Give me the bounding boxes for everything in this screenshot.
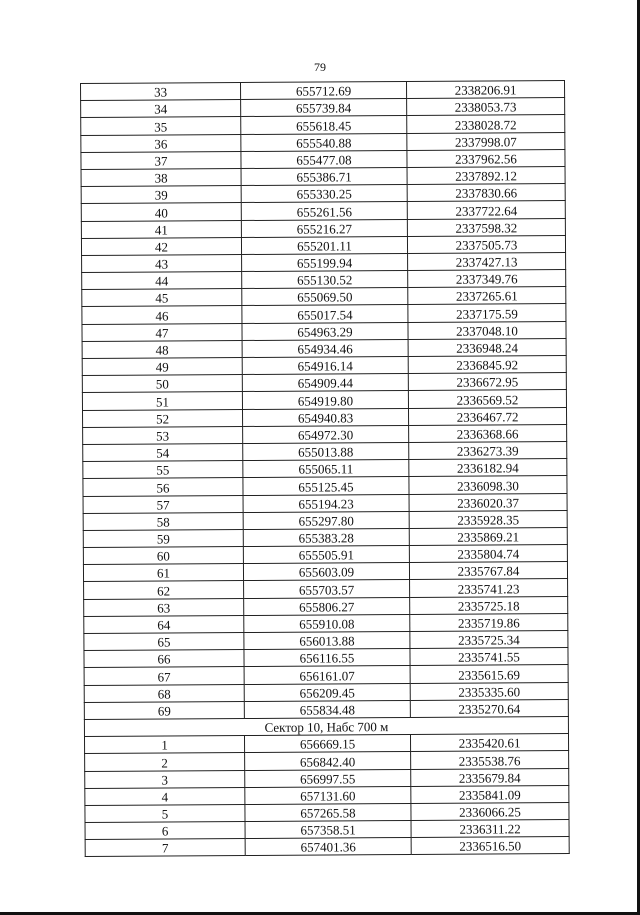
- point-number-cell: 53: [83, 426, 243, 444]
- table-row: [83, 441, 567, 461]
- table-row: [84, 579, 568, 599]
- table-row: [82, 338, 566, 358]
- coord-y-cell: 2335270.64: [410, 699, 568, 717]
- coord-x-cell: 655834.48: [244, 700, 410, 718]
- point-number-cell: 3: [85, 770, 245, 788]
- table-row: [83, 527, 567, 547]
- coord-x-cell: 656842.40: [245, 752, 411, 770]
- table-row: [85, 785, 569, 805]
- coord-y-cell: 2335804.74: [409, 545, 567, 563]
- point-number-cell: 62: [84, 581, 244, 599]
- coord-x-cell: 655505.91: [243, 546, 409, 564]
- coord-x-cell: 655125.45: [243, 477, 409, 495]
- point-number-cell: 40: [81, 203, 241, 221]
- point-number-cell: 65: [84, 633, 244, 651]
- point-number-cell: 44: [82, 272, 242, 290]
- point-number-cell: 58: [83, 512, 243, 530]
- coord-y-cell: 2336845.92: [408, 356, 566, 374]
- coord-x-cell: 654919.80: [242, 391, 408, 409]
- point-number-cell: 67: [84, 667, 244, 685]
- coord-y-cell: 2336020.37: [409, 493, 567, 511]
- coord-x-cell: 654934.46: [242, 339, 408, 357]
- table-row: [85, 768, 569, 788]
- coord-y-cell: 2336948.24: [408, 338, 566, 356]
- point-number-cell: 2: [85, 753, 245, 771]
- table-row: [81, 132, 565, 152]
- coord-x-cell: 656116.55: [244, 649, 410, 667]
- coord-x-cell: 655216.27: [241, 219, 407, 237]
- coord-y-cell: 2337598.32: [407, 218, 565, 236]
- coord-y-cell: 2335615.69: [410, 665, 568, 683]
- coord-y-cell: 2337892.12: [407, 166, 565, 184]
- point-number-cell: 61: [83, 564, 243, 582]
- table-row: [84, 682, 568, 702]
- coord-y-cell: 2337830.66: [407, 184, 565, 202]
- point-number-cell: 52: [82, 409, 242, 427]
- point-number-cell: 5: [85, 804, 245, 822]
- coord-y-cell: 2337722.64: [407, 201, 565, 219]
- point-number-cell: 51: [82, 392, 242, 410]
- coord-y-cell: 2336182.94: [409, 459, 567, 477]
- table-row: [83, 476, 567, 496]
- point-number-cell: 39: [81, 186, 241, 204]
- page-number: 79: [314, 60, 326, 74]
- coord-y-cell: 2335725.18: [410, 596, 568, 614]
- coord-y-cell: 2337175.59: [408, 304, 566, 322]
- point-number-cell: 69: [84, 701, 244, 719]
- coord-y-cell: 2335841.09: [411, 785, 569, 803]
- coord-x-cell: 656161.07: [244, 666, 410, 684]
- point-number-cell: 47: [82, 323, 242, 341]
- point-number-cell: 33: [81, 83, 241, 101]
- coord-y-cell: 2335741.23: [410, 579, 568, 597]
- coord-x-cell: 655330.25: [241, 185, 407, 203]
- point-number-cell: 60: [83, 547, 243, 565]
- coord-x-cell: 655618.45: [241, 116, 407, 134]
- coord-x-cell: 654916.14: [242, 357, 408, 375]
- coord-y-cell: 2336368.66: [409, 424, 567, 442]
- point-number-cell: 7: [85, 839, 245, 857]
- coord-x-cell: 655130.52: [242, 271, 408, 289]
- coord-x-cell: 655201.11: [241, 236, 407, 254]
- table-row: [81, 115, 565, 135]
- point-number-cell: 56: [83, 478, 243, 496]
- table-row: [82, 407, 566, 427]
- coord-y-cell: 2336672.95: [408, 373, 566, 391]
- point-number-cell: 46: [82, 306, 242, 324]
- coord-x-cell: 655199.94: [242, 253, 408, 271]
- table-row: [84, 596, 568, 616]
- point-number-cell: 45: [82, 289, 242, 307]
- table-row: [83, 545, 567, 565]
- point-number-cell: 38: [81, 168, 241, 186]
- coord-y-cell: 2337048.10: [408, 321, 566, 339]
- point-number-cell: 50: [82, 375, 242, 393]
- coord-x-cell: 655261.56: [241, 202, 407, 220]
- coord-x-cell: 655065.11: [243, 460, 409, 478]
- table-row: [83, 424, 567, 444]
- coord-y-cell: 2336098.30: [409, 476, 567, 494]
- coord-x-cell: 654963.29: [242, 322, 408, 340]
- table-row: [85, 837, 569, 857]
- point-number-cell: 64: [84, 615, 244, 633]
- point-number-cell: 41: [81, 220, 241, 238]
- coord-x-cell: 657401.36: [245, 838, 411, 856]
- table-row: [82, 252, 566, 272]
- coord-y-cell: 2336569.52: [408, 390, 566, 408]
- coordinates-table: [80, 80, 570, 857]
- table-row: [81, 81, 565, 101]
- section-header: Сектор 10, Набс 700 м: [84, 716, 568, 736]
- coord-y-cell: 2337349.76: [408, 270, 566, 288]
- point-number-cell: 6: [85, 822, 245, 840]
- point-number-cell: 55: [83, 461, 243, 479]
- table-row: [82, 287, 566, 307]
- coord-x-cell: 655703.57: [244, 580, 410, 598]
- coord-x-cell: 656669.15: [244, 735, 410, 753]
- table-row: [82, 270, 566, 290]
- table-row: [85, 751, 569, 771]
- point-number-cell: 66: [84, 650, 244, 668]
- coord-x-cell: 655013.88: [243, 442, 409, 460]
- point-number-cell: 34: [81, 100, 241, 118]
- point-number-cell: 35: [81, 117, 241, 135]
- coord-x-cell: 655017.54: [242, 305, 408, 323]
- table-row: [83, 510, 567, 530]
- coord-x-cell: 655739.84: [241, 99, 407, 117]
- coord-x-cell: 654972.30: [243, 425, 409, 443]
- table-row: [82, 356, 566, 376]
- coord-x-cell: 654940.83: [242, 408, 408, 426]
- coord-y-cell: 2336311.22: [411, 820, 569, 838]
- table-row: [84, 648, 568, 668]
- coord-x-cell: 656013.88: [244, 631, 410, 649]
- table-row: [83, 493, 567, 513]
- table-row: [81, 184, 565, 204]
- table-row: [84, 699, 568, 719]
- coord-x-cell: 655603.09: [243, 563, 409, 581]
- table-row: [85, 820, 569, 840]
- coord-x-cell: 656997.55: [245, 769, 411, 787]
- point-number-cell: 48: [82, 340, 242, 358]
- point-number-cell: 42: [81, 237, 241, 255]
- table-row: [82, 321, 566, 341]
- table-row: [81, 235, 565, 255]
- coord-y-cell: 2335420.61: [410, 734, 568, 752]
- coord-x-cell: 654909.44: [242, 374, 408, 392]
- coord-x-cell: 656209.45: [244, 683, 410, 701]
- point-number-cell: 36: [81, 134, 241, 152]
- table-row: [82, 390, 566, 410]
- coord-y-cell: 2338028.72: [407, 115, 565, 133]
- point-number-cell: 57: [83, 495, 243, 513]
- coord-y-cell: 2337505.73: [407, 235, 565, 253]
- table-row: [84, 613, 568, 633]
- coord-x-cell: 655910.08: [244, 614, 410, 632]
- coord-x-cell: 655383.28: [243, 528, 409, 546]
- coord-y-cell: 2336516.50: [411, 837, 569, 855]
- point-number-cell: 43: [82, 254, 242, 272]
- coord-x-cell: 655806.27: [244, 597, 410, 615]
- coord-x-cell: 655477.08: [241, 150, 407, 168]
- table-row: [81, 166, 565, 186]
- coord-y-cell: 2336066.25: [411, 802, 569, 820]
- coord-x-cell: 655194.23: [243, 494, 409, 512]
- table-row: [82, 373, 566, 393]
- coord-x-cell: 655712.69: [241, 82, 407, 100]
- coord-y-cell: 2338053.73: [407, 98, 565, 116]
- point-number-cell: 37: [81, 151, 241, 169]
- table-row: [83, 562, 567, 582]
- table-row: [84, 631, 568, 651]
- coord-y-cell: 2335725.34: [410, 631, 568, 649]
- table-row: [83, 459, 567, 479]
- point-number-cell: 63: [84, 598, 244, 616]
- table-row: [81, 149, 565, 169]
- coord-y-cell: 2337998.07: [407, 132, 565, 150]
- point-number-cell: 4: [85, 787, 245, 805]
- table-row: [82, 304, 566, 324]
- table-row: [81, 218, 565, 238]
- coord-y-cell: 2335335.60: [410, 682, 568, 700]
- coord-x-cell: 655069.50: [242, 288, 408, 306]
- point-number-cell: 49: [82, 358, 242, 376]
- table-row: [85, 802, 569, 822]
- coord-y-cell: 2338206.91: [406, 81, 564, 99]
- coord-y-cell: 2336467.72: [408, 407, 566, 425]
- coord-x-cell: 657265.58: [245, 803, 411, 821]
- coord-y-cell: 2335767.84: [409, 562, 567, 580]
- coord-x-cell: 655297.80: [243, 511, 409, 529]
- coord-x-cell: 657131.60: [245, 786, 411, 804]
- coord-y-cell: 2337962.56: [407, 149, 565, 167]
- coord-y-cell: 2337427.13: [408, 252, 566, 270]
- coord-y-cell: 2337265.61: [408, 287, 566, 305]
- table-row: [81, 98, 565, 118]
- point-number-cell: 54: [83, 443, 243, 461]
- table-body-bottom: [84, 734, 569, 857]
- point-number-cell: 1: [84, 736, 244, 754]
- coord-x-cell: 655540.88: [241, 133, 407, 151]
- table-row: [81, 201, 565, 221]
- coord-y-cell: 2335869.21: [409, 527, 567, 545]
- coord-x-cell: 657358.51: [245, 821, 411, 839]
- point-number-cell: 59: [83, 529, 243, 547]
- point-number-cell: 68: [84, 684, 244, 702]
- coord-y-cell: 2335538.76: [411, 751, 569, 769]
- table-body-top: [81, 81, 569, 720]
- table-row: [84, 734, 568, 754]
- coord-x-cell: 655386.71: [241, 167, 407, 185]
- coord-y-cell: 2335679.84: [411, 768, 569, 786]
- coord-y-cell: 2335741.55: [410, 648, 568, 666]
- coord-y-cell: 2335719.86: [410, 613, 568, 631]
- table-row: [84, 665, 568, 685]
- coord-y-cell: 2335928.35: [409, 510, 567, 528]
- coord-y-cell: 2336273.39: [409, 441, 567, 459]
